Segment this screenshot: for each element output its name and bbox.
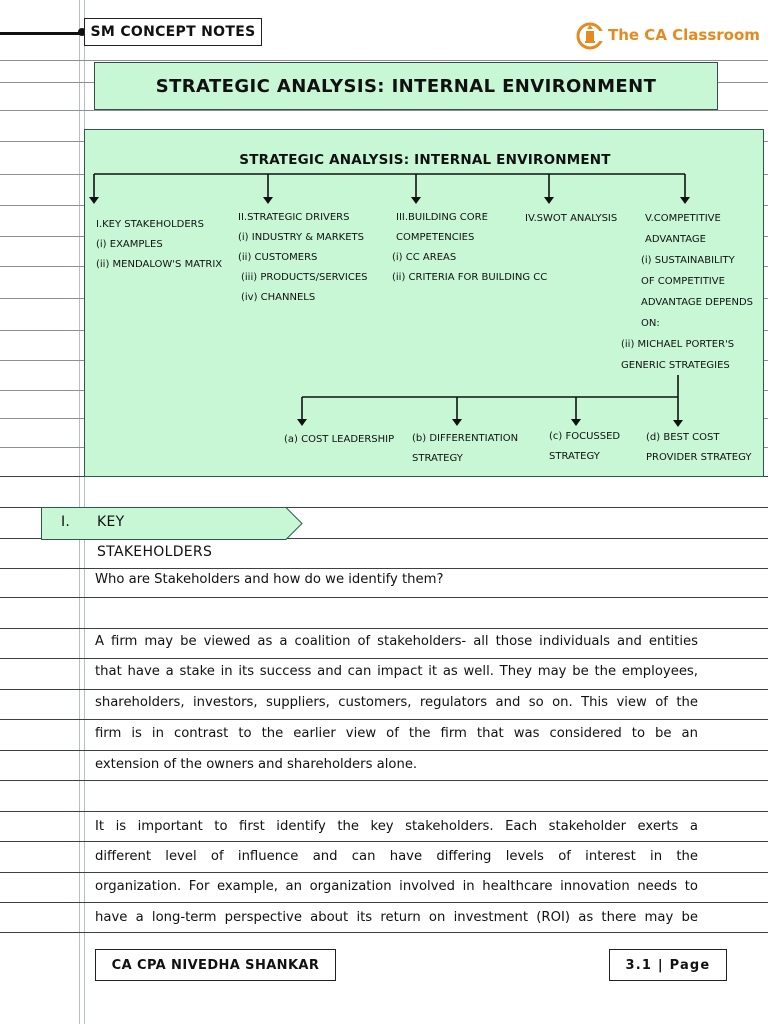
branch-text: ADVANTAGE [645,234,706,245]
branch-text: ON: [641,318,660,329]
branch-text: (ii) CRITERIA FOR BUILDING CC [392,272,548,283]
ruled-line [0,872,768,873]
branch-text: (ii) MENDALOW'S MATRIX [96,259,223,270]
branch-key-stakeholders [96,215,222,275]
branch-text: I.KEY STAKEHOLDERS [96,219,204,230]
branch-text: (i) CC AREAS [392,252,457,263]
branch-text: V.COMPETITIVE [645,213,721,224]
paragraph-line: that have a stake in its success and can impact it as well. They may be the employees, [95,664,698,679]
strategy-differentiation [412,429,518,469]
ruled-line [0,841,768,842]
branch-swot-analysis [525,209,617,229]
strategy-focussed [549,427,620,467]
strategy-text: (d) BEST COST [646,432,720,443]
branch-text: III.BUILDING CORE [396,212,488,223]
branch-strategic-drivers [238,208,368,308]
brand-logo [574,16,760,54]
strategy-text: (a) COST LEADERSHIP [284,434,395,445]
paragraph-line: firm is in contrast to the earlier view of the firm that was considered to be an [95,726,698,741]
section-number: I. [61,514,71,530]
section-title: KEY STAKEHOLDERS [97,514,213,560]
paragraph-line: shareholders, investors, suppliers, customers, regulators and so on. This view of the [95,695,698,710]
ruled-line [0,719,768,720]
paragraph-line: organization. For example, an organization involved in healthcare innovation needs to [95,879,698,894]
strategy-text: (c) FOCUSSED [549,431,621,442]
paragraph-line: different level of influence and can have differing levels of interest in the [95,849,698,864]
branch-competitive-advantage [621,208,753,376]
ruled-line [0,689,768,690]
branch-text: (i) SUSTAINABILITY [641,255,735,266]
branch-text: GENERIC STRATEGIES [621,360,730,371]
branch-text: OF COMPETITIVE [641,276,725,287]
page-number: 3.1 | Page [609,949,727,981]
ruled-line [0,110,768,111]
branch-text: (ii) CUSTOMERS [238,252,318,263]
ruled-line [0,60,768,61]
paragraph-line: A firm may be viewed as a coalition of stakeholders- all those individuals and entities [95,634,698,649]
ruled-line [0,811,768,812]
brand-name: The CA Classroom [608,26,760,44]
ruled-line [0,628,768,629]
header-rule [0,32,82,35]
ruled-line [0,902,768,903]
strategy-best-cost-provider [646,428,751,468]
diagram-title: STRATEGIC ANALYSIS: INTERNAL ENVIRONMENT [239,152,611,168]
overview-diagram [84,129,764,477]
branch-text: (iv) CHANNELS [241,292,316,303]
branch-text: (iii) PRODUCTS/SERVICES [241,272,368,283]
strategy-text: (b) DIFFERENTIATION [412,433,519,444]
paragraph-line: have a long-term perspective about its return on investment (ROI) as there may be [95,910,698,925]
branch-text: COMPETENCIES [396,232,475,243]
strategy-text: STRATEGY [549,451,600,462]
page-title: STRATEGIC ANALYSIS: INTERNAL ENVIRONMENT [94,62,718,110]
branch-text: IV.SWOT ANALYSIS [525,213,618,224]
author-footer: CA CPA NIVEDHA SHANKAR [95,949,336,981]
strategy-cost-leadership [284,430,394,450]
ruled-line [0,658,768,659]
branch-text: (i) INDUSTRY & MARKETS [238,232,364,243]
ruled-line [0,568,768,569]
notes-label: SM CONCEPT NOTES [84,18,262,46]
branch-core-competencies [392,208,547,288]
strategy-text: PROVIDER STRATEGY [646,452,752,463]
branch-text: ADVANTAGE DEPENDS [641,297,754,308]
ruled-line [0,932,768,933]
section-question: Who are Stakeholders and how do we identify them? [95,572,444,587]
paragraph-line: It is important to first identify the key stakeholders. Each stakeholder exerts a [95,819,698,834]
ruled-line [0,750,768,751]
ca-classroom-logo-icon [574,19,606,51]
branch-text: (ii) MICHAEL PORTER'S [621,339,735,350]
paragraph-line: extension of the owners and shareholders alone. [95,757,418,772]
branch-text: II.STRATEGIC DRIVERS [238,212,350,223]
strategy-text: STRATEGY [412,453,463,464]
ruled-line [0,597,768,598]
ruled-line [0,780,768,781]
branch-text: (i) EXAMPLES [96,239,163,250]
